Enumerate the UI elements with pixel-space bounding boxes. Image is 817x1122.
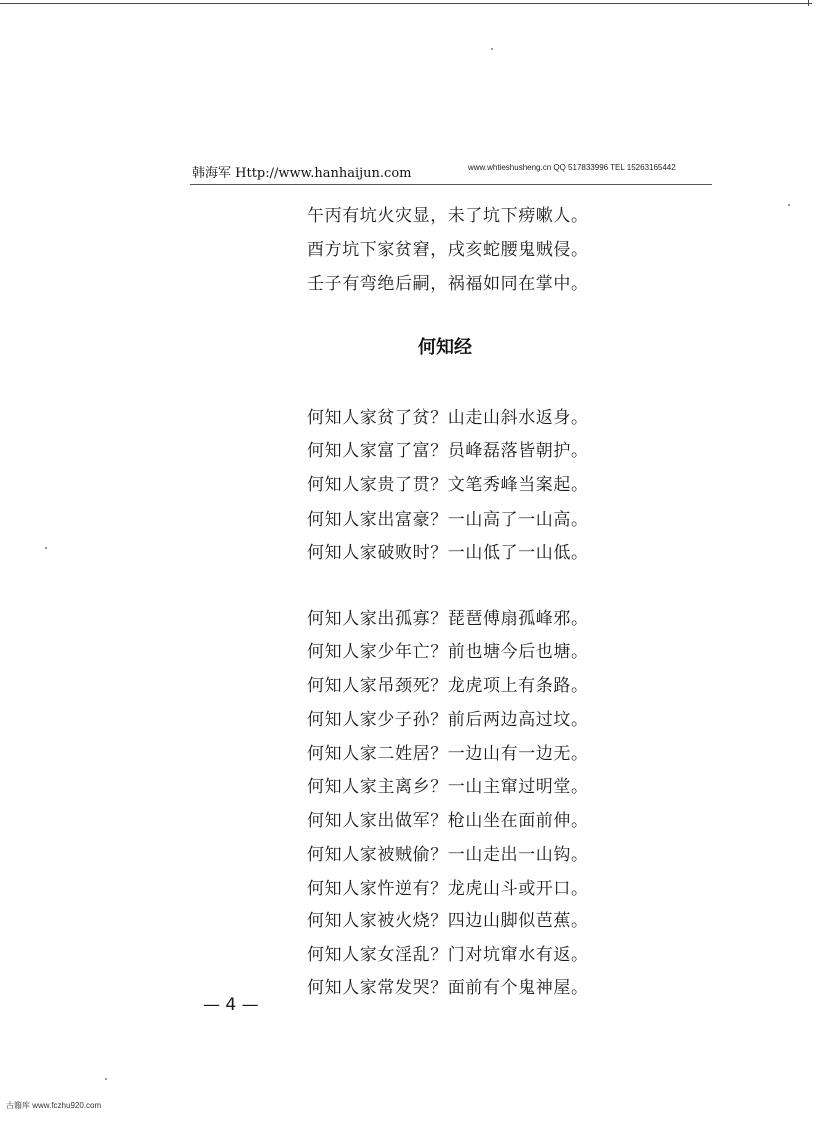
verse-line: 何知人家少年亡？前也塘今后也塘。 xyxy=(307,642,589,662)
scan-speck xyxy=(45,547,47,549)
verse-line: 何知人家破败时？一山低了一山低。 xyxy=(307,543,589,563)
page-header xyxy=(192,160,712,184)
verse-line: 何知人家被火烧？四边山脚似芭蕉。 xyxy=(307,911,589,931)
top-corner-mark xyxy=(808,0,813,6)
verse-line: 何知人家贵了贯？文笔秀峰当案起。 xyxy=(307,475,589,495)
scan-speck xyxy=(491,48,493,50)
verse-line: 何知人家被贼偷？一山走出一山钩。 xyxy=(307,845,589,865)
verse-line: 何知人家常发哭？面前有个鬼神屋。 xyxy=(307,978,589,998)
header-site-title: 韩海军 Http://www.hanhaijun.com xyxy=(192,166,412,181)
intro-line: 壬子有弯绝后嗣，祸福如同在掌中。 xyxy=(307,274,589,294)
verse-line: 何知人家主离乡？一山主窜过明堂。 xyxy=(307,777,589,797)
verse-line: 何知人家吊颈死？龙虎项上有条路。 xyxy=(307,676,589,696)
verse-line: 何知人家二姓居？一边山有一边无。 xyxy=(307,744,589,764)
verse-line: 何知人家出富豪？一山高了一山高。 xyxy=(307,510,589,530)
header-contact-info: www.whtieshusheng.cn QQ 517833996 TEL 15263165442 xyxy=(468,163,676,172)
verse-line: 何知人家出孤寡？琵琶傅扇孤峰邪。 xyxy=(307,609,589,629)
footer-watermark: 古籍库 www.fczhu920.com xyxy=(6,1101,102,1110)
verse-line: 何知人家忤逆有？龙虎山斗或开口。 xyxy=(307,879,589,899)
scan-speck xyxy=(105,1078,107,1080)
top-border-line xyxy=(0,3,812,4)
scan-speck xyxy=(788,204,790,206)
page-number: — 4 — xyxy=(203,995,259,1015)
intro-line: 午丙有坑火灾显，未了坑下痨嗽人。 xyxy=(307,206,589,226)
verse-line: 何知人家贫了贫？山走山斜水返身。 xyxy=(307,408,589,428)
verse-line: 何知人家女淫乱？门对坑窜水有返。 xyxy=(307,945,589,965)
intro-line: 酉方坑下家贫窘，戌亥蛇腰鬼贼侵。 xyxy=(307,240,589,260)
verse-line: 何知人家少子孙？前后两边高过坟。 xyxy=(307,710,589,730)
verse-line: 何知人家富了富？员峰磊落皆朝护。 xyxy=(307,441,589,461)
header-divider xyxy=(190,184,712,185)
section-title: 何知经 xyxy=(418,337,472,358)
verse-line: 何知人家出做军？枪山坐在面前伸。 xyxy=(307,811,589,831)
